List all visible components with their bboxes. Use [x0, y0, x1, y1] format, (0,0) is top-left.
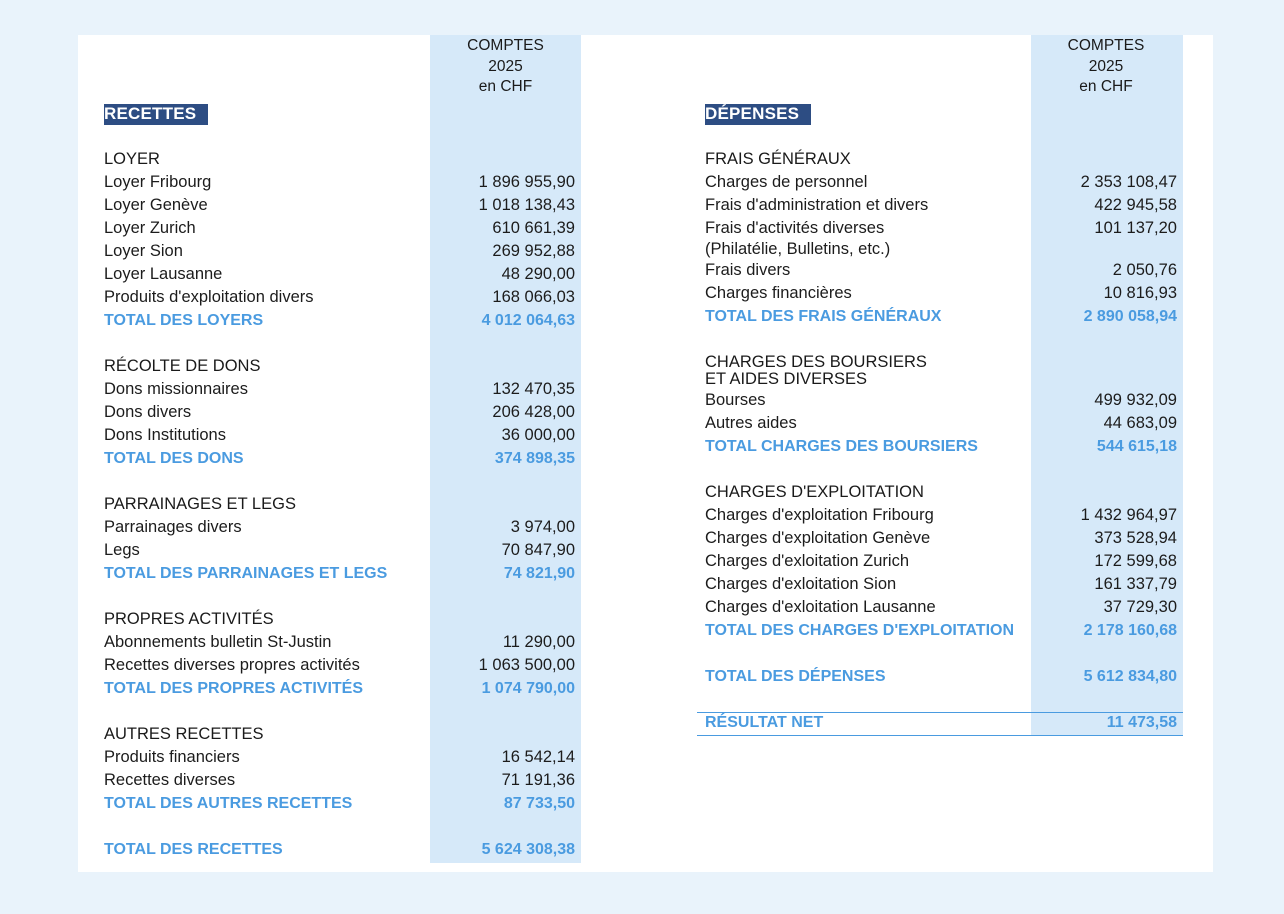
row-label: TOTAL DES AUTRES RECETTES	[104, 795, 353, 812]
row-value: 161 337,79	[1094, 575, 1177, 593]
row-label: Recettes diverses propres activités	[104, 656, 360, 674]
row-value: 132 470,35	[492, 380, 575, 398]
row-value: 71 191,36	[501, 771, 575, 789]
row-label: Loyer Fribourg	[104, 173, 212, 191]
row-value: 10 816,93	[1103, 284, 1177, 302]
row-label: Charges d'exloitation Sion	[705, 575, 897, 593]
row-value: 544 615,18	[1096, 438, 1177, 455]
row-value: 101 137,20	[1094, 219, 1177, 237]
row-label: Recettes diverses	[104, 771, 236, 789]
recettes-title: RECETTES	[104, 104, 208, 125]
depenses-column-header	[1031, 36, 1181, 98]
row-value: 5 624 308,38	[481, 841, 575, 858]
row-label: Frais d'administration et divers	[705, 196, 929, 214]
row-label: TOTAL CHARGES DES BOURSIERS	[705, 438, 978, 455]
row-value: 2 178 160,68	[1083, 622, 1177, 639]
row-label: Legs	[104, 541, 140, 559]
row-label: AUTRES RECETTES	[104, 725, 264, 743]
row-value: 1 896 955,90	[478, 173, 575, 191]
row-label: FRAIS GÉNÉRAUX	[705, 150, 851, 168]
header-line: en CHF	[1079, 78, 1133, 95]
row-value: 87 733,50	[503, 795, 575, 812]
row-label: Charges d'exloitation Zurich	[705, 552, 910, 570]
row-value: 5 612 834,80	[1083, 668, 1177, 685]
row-label: Charges d'exploitation Fribourg	[705, 506, 934, 524]
row-label: Charges financières	[705, 284, 852, 302]
row-label: Charges de personnel	[705, 173, 868, 191]
row-value: 422 945,58	[1094, 196, 1177, 214]
row-label: Bourses	[705, 391, 766, 409]
row-value: 1 063 500,00	[478, 656, 575, 674]
header-line: 2025	[488, 57, 523, 75]
row-value: 2 050,76	[1112, 261, 1177, 279]
row-value: 373 528,94	[1094, 529, 1177, 547]
row-label: Loyer Genève	[104, 196, 208, 214]
row-label: Parrainages divers	[104, 518, 242, 536]
row-label: TOTAL DES DÉPENSES	[705, 668, 886, 685]
row-label: RÉCOLTE DE DONS	[104, 357, 261, 375]
row-value: 1 018 138,43	[478, 196, 575, 214]
row-label: CHARGES DES BOURSIERS	[705, 353, 927, 371]
row-label: LOYER	[104, 150, 160, 168]
row-label: Loyer Zurich	[104, 219, 196, 237]
row-label: Frais d'activités diverses	[705, 219, 885, 237]
row-label: PARRAINAGES ET LEGS	[104, 495, 296, 513]
row-value: 11 290,00	[502, 633, 575, 651]
row-label: RÉSULTAT NET	[705, 714, 824, 731]
net-result-top-rule	[697, 712, 1183, 713]
row-value: 168 066,03	[492, 288, 575, 306]
row-value: 74 821,90	[503, 565, 575, 582]
row-value: 36 000,00	[501, 426, 575, 444]
row-label: Dons missionnaires	[104, 380, 248, 398]
row-label: Produits financiers	[104, 748, 240, 766]
row-label: TOTAL DES LOYERS	[104, 312, 264, 329]
row-label: CHARGES D'EXPLOITATION	[705, 483, 924, 501]
row-label: Frais divers	[705, 261, 791, 279]
header-line: 2025	[1088, 57, 1124, 75]
row-label: Loyer Sion	[104, 242, 183, 260]
row-label: Loyer Lausanne	[104, 265, 223, 283]
row-value: 16 542,14	[501, 748, 575, 766]
row-value: 44 683,09	[1103, 414, 1177, 432]
row-label: (Philatélie, Bulletins, etc.)	[705, 240, 891, 258]
net-result-bottom-rule	[697, 735, 1183, 736]
row-value: 2 890 058,94	[1083, 308, 1177, 325]
row-value: 4 012 064,63	[481, 312, 575, 329]
row-value: 499 932,09	[1094, 391, 1177, 409]
row-value: 70 847,90	[501, 541, 575, 559]
row-label: Produits d'exploitation divers	[104, 288, 314, 306]
row-label: Dons Institutions	[104, 426, 226, 444]
row-value: 48 290,00	[501, 265, 575, 283]
row-label: TOTAL DES FRAIS GÉNÉRAUX	[705, 308, 942, 325]
header-line: COMPTES	[1067, 37, 1145, 54]
row-value: 37 729,30	[1103, 598, 1177, 616]
row-value: 206 428,00	[492, 403, 575, 421]
header-line: COMPTES	[467, 37, 544, 54]
row-label: Charges d'exloitation Lausanne	[705, 598, 936, 616]
row-value: 610 661,39	[492, 219, 575, 237]
row-label: Dons divers	[104, 403, 192, 421]
row-value: 269 952,88	[492, 242, 575, 260]
row-label: PROPRES ACTIVITÉS	[104, 610, 274, 628]
row-value: 11 473,58	[1106, 714, 1177, 731]
row-label: ET AIDES DIVERSES	[705, 370, 868, 388]
row-label: TOTAL DES DONS	[104, 450, 244, 467]
row-label: TOTAL DES RECETTES	[104, 841, 283, 858]
row-value: 2 353 108,47	[1080, 173, 1177, 191]
row-label: TOTAL DES PARRAINAGES ET LEGS	[104, 565, 388, 582]
row-value: 172 599,68	[1094, 552, 1177, 570]
row-label: TOTAL DES PROPRES ACTIVITÉS	[104, 680, 363, 697]
row-label: Autres aides	[705, 414, 797, 432]
header-line: en CHF	[478, 78, 533, 95]
row-value: 1 432 964,97	[1080, 506, 1177, 524]
row-value: 3 974,00	[510, 518, 575, 536]
row-value: 374 898,35	[494, 450, 575, 467]
row-label: Charges d'exploitation Genève	[705, 529, 931, 547]
depenses-title: DÉPENSES	[705, 104, 811, 125]
row-label: Abonnements bulletin St-Justin	[104, 633, 332, 651]
row-label: TOTAL DES CHARGES D'EXPLOITATION	[705, 622, 1015, 639]
recettes-column-header	[430, 36, 581, 98]
row-value: 1 074 790,00	[481, 680, 575, 697]
